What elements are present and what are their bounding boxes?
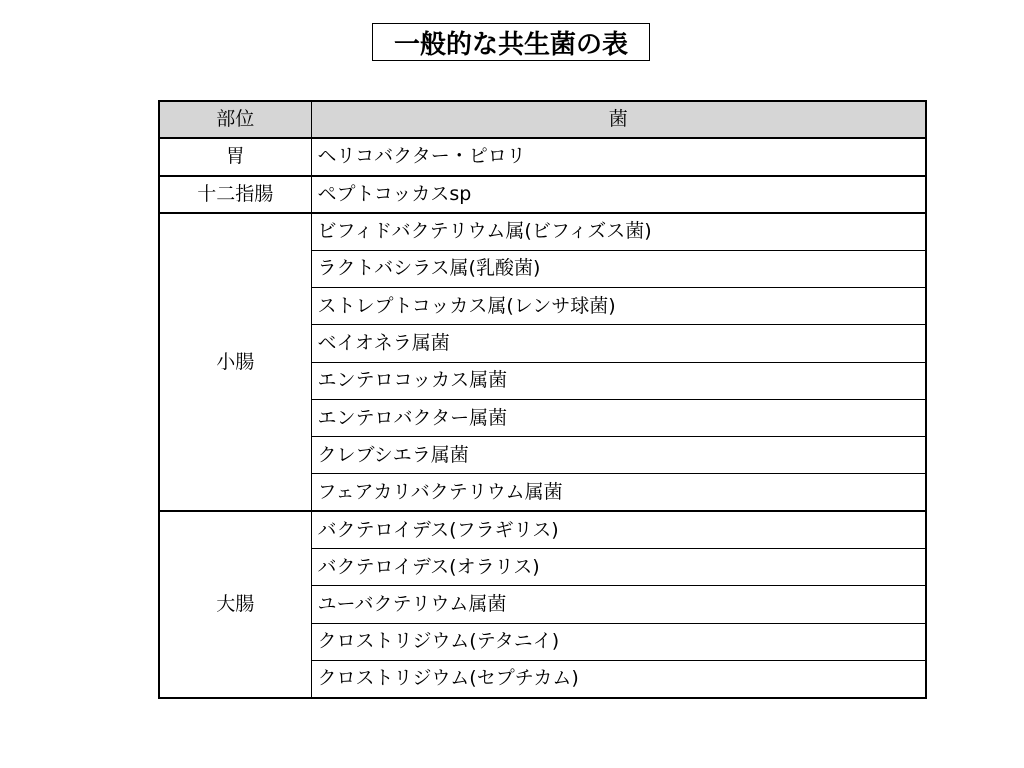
bacteria-cell: エンテロコッカス属菌 bbox=[311, 362, 926, 399]
table-row bbox=[159, 176, 926, 213]
bacteria-cell: バクテロイデス(フラギリス) bbox=[311, 511, 926, 548]
column-header-bacteria: 菌 bbox=[311, 101, 926, 138]
site-cell-large-intestine: 大腸 bbox=[159, 511, 311, 697]
bacteria-cell: ストレプトコッカス属(レンサ球菌) bbox=[311, 287, 926, 324]
column-header-site: 部位 bbox=[159, 101, 311, 138]
bacteria-cell: フェアカリバクテリウム属菌 bbox=[311, 474, 926, 511]
bacteria-cell: クレブシエラ属菌 bbox=[311, 437, 926, 474]
bacteria-cell: ヘリコバクター・ピロリ bbox=[311, 138, 926, 175]
table-row bbox=[159, 511, 926, 548]
bacteria-cell: ラクトバシラス属(乳酸菌) bbox=[311, 250, 926, 287]
site-cell-stomach: 胃 bbox=[159, 138, 311, 175]
bacteria-cell: クロストリジウム(セプチカム) bbox=[311, 660, 926, 697]
page-title: 一般的な共生菌の表 bbox=[372, 23, 650, 61]
site-cell-duodenum: 十二指腸 bbox=[159, 176, 311, 213]
bacteria-cell: ユーバクテリウム属菌 bbox=[311, 586, 926, 623]
site-cell-small-intestine: 小腸 bbox=[159, 213, 311, 511]
table-row bbox=[159, 138, 926, 175]
table-header-row bbox=[159, 101, 926, 138]
symbiotic-bacteria-table bbox=[158, 100, 927, 699]
bacteria-cell: ビフィドバクテリウム属(ビフィズス菌) bbox=[311, 213, 926, 250]
bacteria-cell: エンテロバクター属菌 bbox=[311, 399, 926, 436]
bacteria-cell: バクテロイデス(オラリス) bbox=[311, 549, 926, 586]
bacteria-cell: ベイオネラ属菌 bbox=[311, 325, 926, 362]
table-row bbox=[159, 213, 926, 250]
bacteria-cell: クロストリジウム(テタニイ) bbox=[311, 623, 926, 660]
bacteria-cell: ペプトコッカスsp bbox=[311, 176, 926, 213]
